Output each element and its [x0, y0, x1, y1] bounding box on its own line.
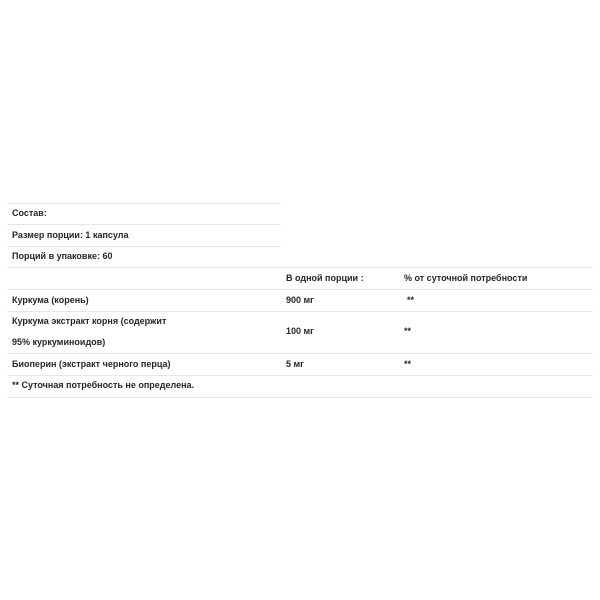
composition-label: Состав:: [12, 208, 47, 218]
ingredient-name: Биоперин (экстракт черного перца): [12, 359, 171, 369]
ingredient-amount: 900 мг: [286, 295, 314, 305]
header-daily-value: % от суточной потребности: [404, 273, 528, 283]
ingredient-amount: 5 мг: [286, 359, 304, 369]
divider: [7, 246, 281, 247]
ingredient-dv: **: [404, 326, 412, 336]
divider: [7, 289, 593, 290]
ingredient-dv: **: [407, 295, 415, 305]
ingredient-name: Куркума (корень): [12, 295, 89, 305]
servings-per-container: Порций в упаковке: 60: [12, 251, 113, 261]
divider: [7, 267, 593, 268]
divider: [7, 203, 281, 204]
divider: [7, 224, 281, 225]
header-per-serving: В одной порции :: [286, 273, 364, 283]
divider: [7, 311, 593, 312]
ingredient-name: Куркума экстракт корня (содержит: [12, 316, 167, 326]
ingredient-amount: 100 мг: [286, 326, 314, 336]
footnote: ** Суточная потребность не определена.: [12, 380, 195, 390]
divider: [7, 353, 593, 354]
divider: [7, 375, 593, 376]
divider: [7, 397, 593, 398]
ingredient-dv: **: [404, 359, 412, 369]
serving-size: Размер порции: 1 капсула: [12, 230, 129, 240]
ingredient-name-continued: 95% куркуминоидов): [12, 337, 106, 347]
